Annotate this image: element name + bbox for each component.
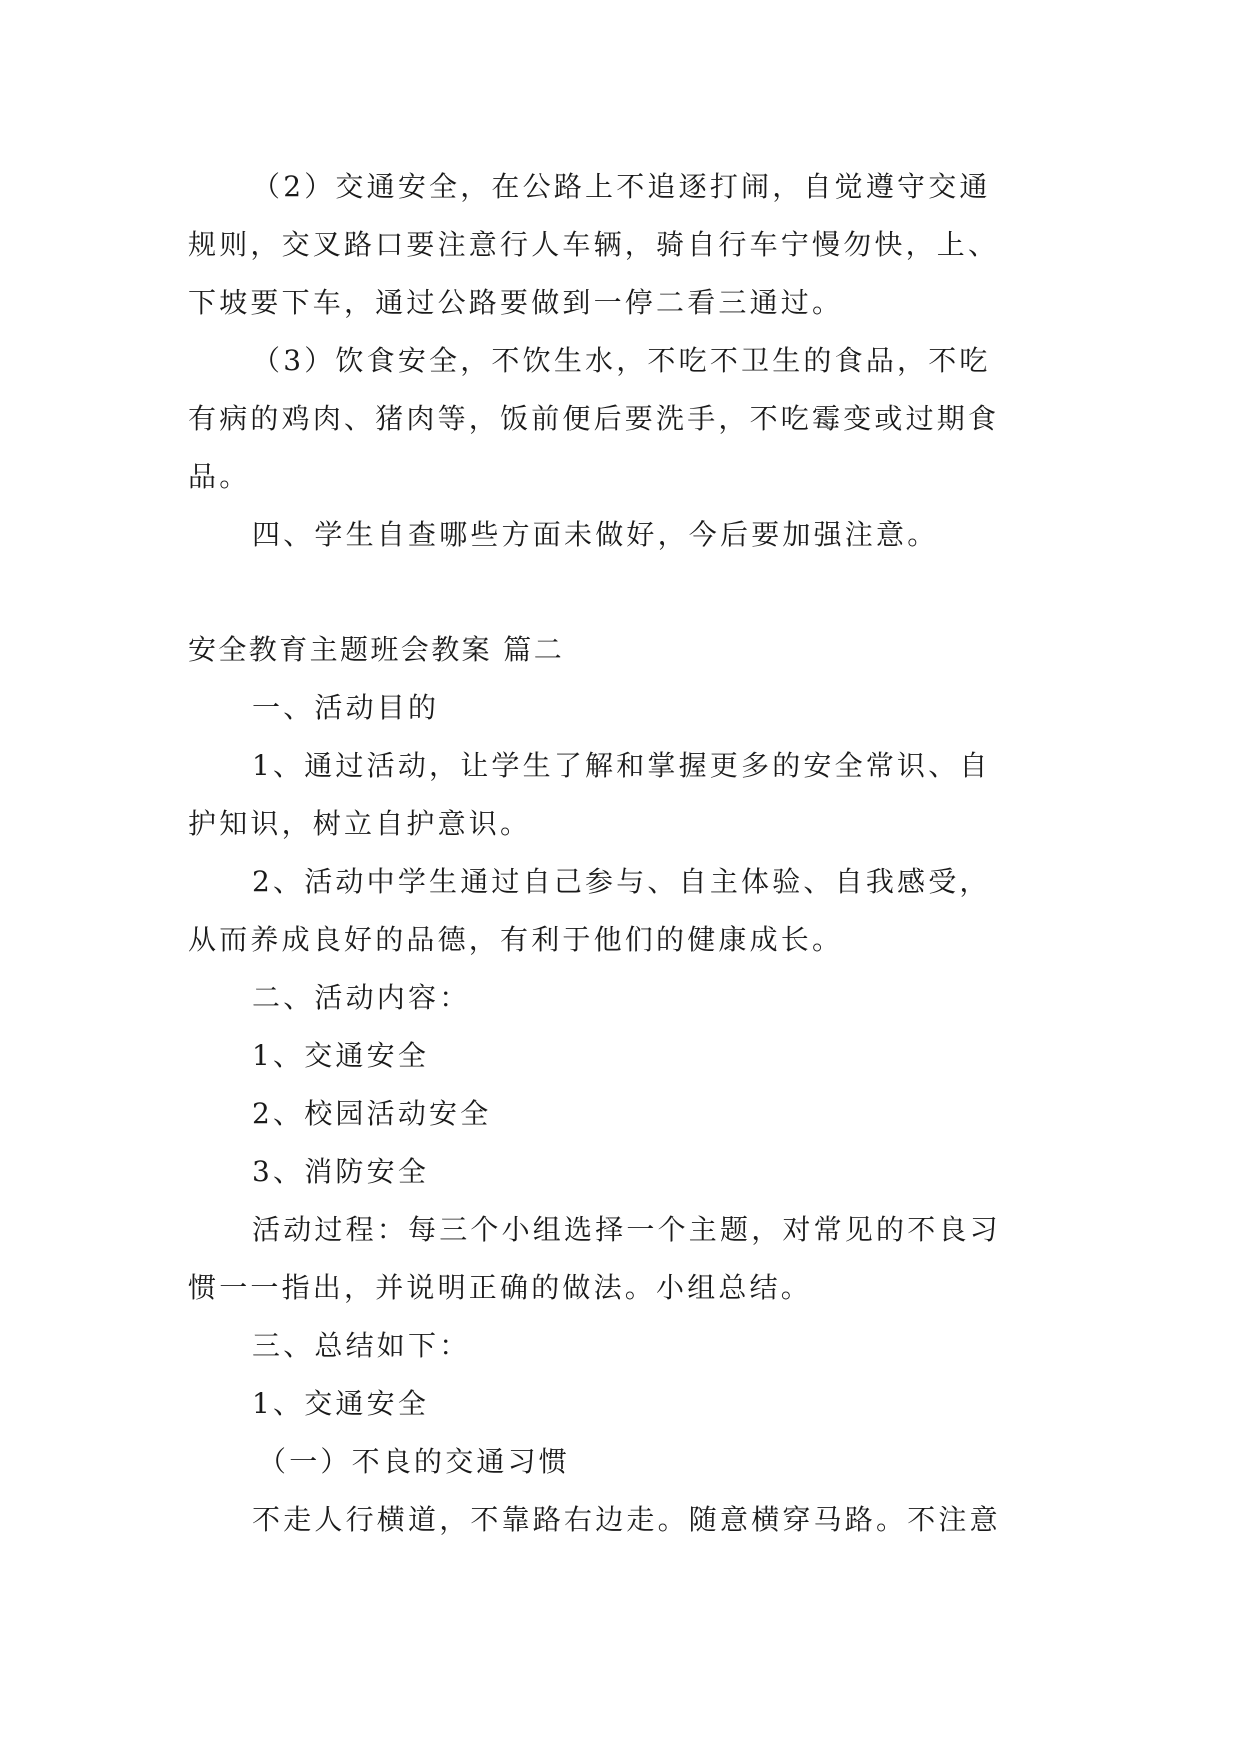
paragraph-food-line-2: 有病的鸡肉、猪肉等，饭前便后要洗手，不吃霉变或过期食 bbox=[188, 402, 1000, 435]
part-two-title: 安全教育主题班会教案 篇二 bbox=[188, 633, 565, 666]
paragraph-traffic-line-2: 规则，交叉路口要注意行人车辆，骑自行车宁慢勿快，上、 bbox=[188, 228, 1000, 261]
summary-item-traffic: 1、交通安全 bbox=[252, 1387, 430, 1420]
content-item-campus: 2、校园活动安全 bbox=[252, 1097, 492, 1130]
paragraph-food-line-3: 品。 bbox=[188, 460, 251, 493]
goal-2-line-2: 从而养成良好的品德，有利于他们的健康成长。 bbox=[188, 923, 844, 956]
content-heading: 二、活动内容： bbox=[252, 981, 471, 1014]
bad-habits-heading: （一）不良的交通习惯 bbox=[258, 1445, 571, 1478]
goal-heading: 一、活动目的 bbox=[252, 691, 440, 724]
goal-1-line-1: 1、通过活动，让学生了解和掌握更多的安全常识、自 bbox=[252, 749, 991, 782]
content-item-traffic: 1、交通安全 bbox=[252, 1039, 430, 1072]
bad-habits-text: 不走人行横道，不靠路右边走。随意横穿马路。不注意 bbox=[252, 1503, 1001, 1536]
summary-heading: 三、总结如下： bbox=[252, 1329, 471, 1362]
process-line-2: 惯一一指出，并说明正确的做法。小组总结。 bbox=[188, 1271, 813, 1304]
paragraph-traffic-line-1: （2）交通安全，在公路上不追逐打闹，自觉遵守交通 bbox=[252, 170, 991, 203]
process-line-1: 活动过程：每三个小组选择一个主题，对常见的不良习 bbox=[252, 1213, 1001, 1246]
content-item-fire: 3、消防安全 bbox=[252, 1155, 430, 1188]
goal-1-line-2: 护知识，树立自护意识。 bbox=[188, 807, 532, 840]
paragraph-traffic-line-3: 下坡要下车，通过公路要做到一停二看三通过。 bbox=[188, 286, 844, 319]
paragraph-food-line-1: （3）饮食安全，不饮生水，不吃不卫生的食品，不吃 bbox=[252, 344, 991, 377]
goal-2-line-1: 2、活动中学生通过自己参与、自主体验、自我感受， bbox=[252, 865, 991, 898]
section-four-text: 四、学生自查哪些方面未做好，今后要加强注意。 bbox=[252, 518, 939, 551]
